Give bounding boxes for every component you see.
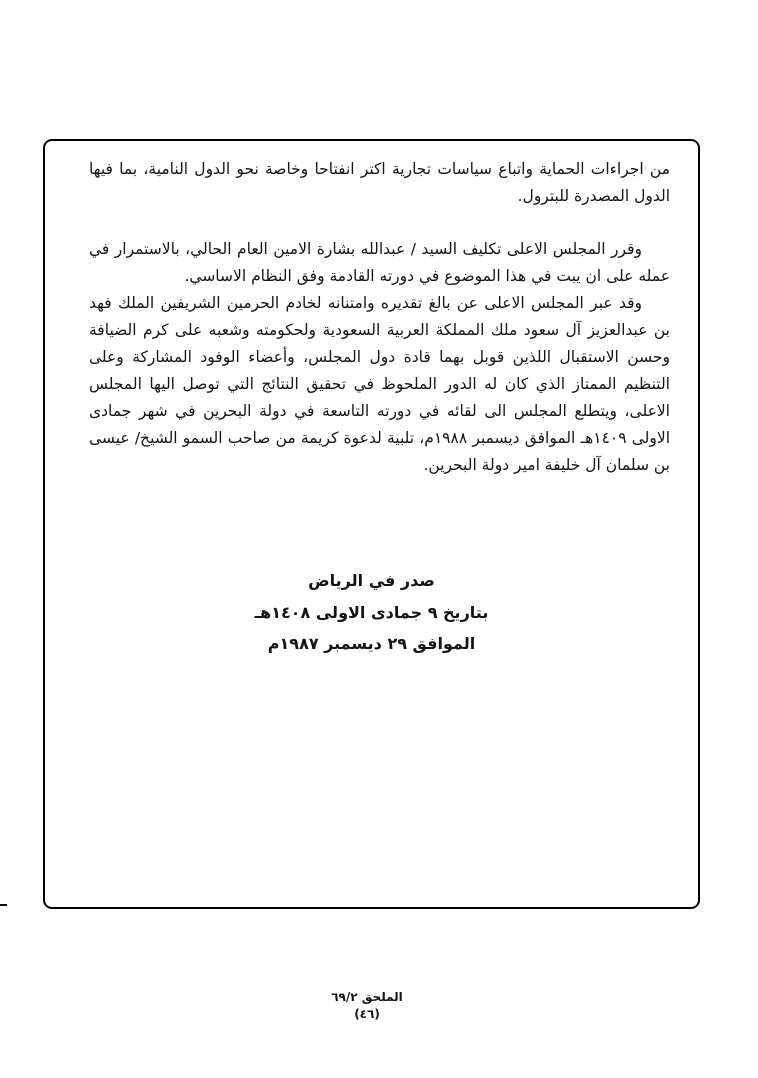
signature-block <box>45 565 698 660</box>
document-border-frame <box>43 139 700 909</box>
signature-hijri-date: بتاريخ ٩ جمادى الاولى ١٤٠٨هـ <box>254 602 489 622</box>
signature-issued-place: صدر في الرياض <box>308 571 435 590</box>
appendix-label: الملحق ٦٩/٢ <box>331 990 403 1004</box>
paragraph-gratitude: وقد عبر المجلس الاعلى عن بالغ تقديره وامتنانه لخادم الحرمين الشريفين الملك فهد بن عبدالعزيز آل سعود ملك المملكة العربية السعودية ولحكومته وشعبه على كرم الضيافة وحسن الاستقبال اللذين قوبل بهما قادة دول المجلس، وأعضاء الوفود المشاركة وعلى التنظيم الممتاز الذي كان له الدور الملحوظ في تحقيق النتائج التي توصل اليها المجلس الاعلى، ويتطلع المجلس الى لقائه في دورته التاسعة في دولة البحرين في شهر جمادى الاولى ١٤٠٩هـ الموافق ديسمبر ١٩٨٨م، تلبية لدعوة كريمة من صاحب السمو الشيخ/ عيسى بن سلمان آل خليفة امير دولة البحرين. <box>89 294 671 474</box>
scan-artifact-mark <box>0 904 7 906</box>
body-text-block <box>89 156 670 479</box>
paragraph-council-decision: وقرر المجلس الاعلى تكليف السيد / عبدالله بشارة الامين العام الحالي، بالاستمرار في عمله على ان يبت في هذا الموضوع في دورته القادمة وفق النظام الاساسي. <box>89 240 670 285</box>
page-footer <box>0 989 734 1023</box>
signature-gregorian-date: الموافق ٢٩ ديسمبر ١٩٨٧م <box>267 634 476 653</box>
page-number: (٤٦) <box>354 1007 380 1021</box>
paragraph-continuation: من اجراءات الحماية واتباع سياسات تجارية اكتر انفتاحا وخاصة نحو الدول النامية، بما فيها الدول المصدرة للبترول. <box>89 160 670 205</box>
